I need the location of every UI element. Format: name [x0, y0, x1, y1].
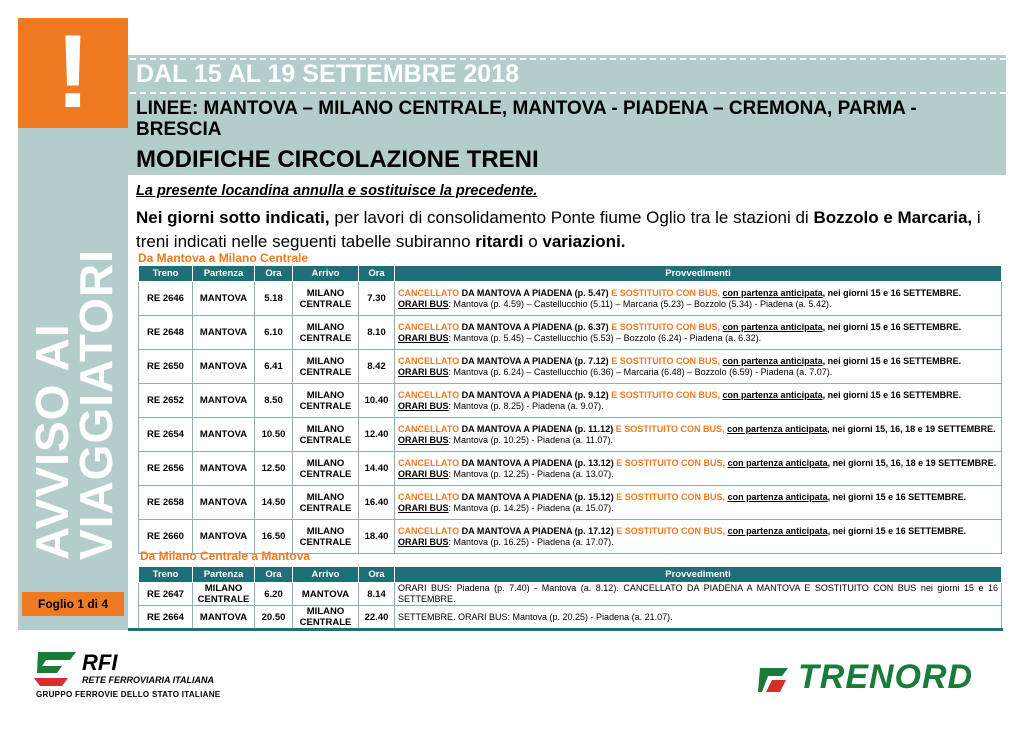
- vertical-title-line-1: AVVISO AI: [26, 323, 78, 560]
- cell-provvedimenti: [395, 384, 1002, 418]
- cell-ora-arrivo: 14.40: [359, 452, 395, 486]
- table-row: [139, 282, 1002, 316]
- vertical-title: [26, 140, 122, 560]
- cell-partenza: MANTOVA: [193, 350, 255, 384]
- anticipated-label: con partenza anticipata: [727, 423, 828, 434]
- col-ora: Ora: [255, 567, 293, 583]
- cell-treno: RE 2652: [139, 384, 193, 418]
- cell-ora: 16.50: [255, 520, 293, 554]
- cell-ora: 12.50: [255, 452, 293, 486]
- cell-treno: RE 2656: [139, 452, 193, 486]
- cell-treno: RE 2654: [139, 418, 193, 452]
- rfi-group: GRUPPO FERROVIE DELLO STATO ITALIANE: [36, 690, 221, 699]
- intro-bold-2: Bozzolo e Marcaria,: [813, 208, 973, 227]
- col-arrivo: Arrivo: [293, 266, 359, 282]
- cancel-label: CANCELLATO: [398, 287, 460, 298]
- col-treno: Treno: [139, 567, 193, 583]
- bus-label: ORARI BUS: [398, 332, 449, 343]
- cell-ora-arrivo: 7.30: [359, 282, 395, 316]
- col-partenza: Partenza: [193, 567, 255, 583]
- cell-partenza: MILANO CENTRALE: [193, 583, 255, 606]
- table-row: [139, 583, 1002, 606]
- days-detail: , nei giorni 15 e 16 SETTEMBRE.: [822, 355, 962, 366]
- notice-text: La presente locandina annulla e sostituisce la precedente.: [136, 183, 538, 199]
- header-divider-bottom: [130, 176, 1006, 178]
- table-row: [139, 418, 1002, 452]
- days-detail: , nei giorni 15 e 16 SETTEMBRE.: [822, 287, 962, 298]
- lines-heading: LINEE: MANTOVA – MILANO CENTRALE, MANTOVA - PIADENA – CREMONA, PARMA - BRESCIA: [136, 98, 917, 140]
- section-title-milano-mantova: Da Milano Centrale a Mantova: [140, 549, 311, 563]
- cell-ora: 5.18: [255, 282, 293, 316]
- cell-arrivo: MILANO CENTRALE: [293, 606, 359, 629]
- cancel-label: CANCELLATO: [398, 389, 460, 400]
- table-mantova-milano: [138, 265, 1002, 554]
- cell-treno: RE 2646: [139, 282, 193, 316]
- anticipated-label: con partenza anticipata: [722, 389, 823, 400]
- bus-label: ORARI BUS: [398, 366, 449, 377]
- anticipated-label: con partenza anticipata: [727, 457, 828, 468]
- col-provvedimenti: Provvedimenti: [395, 567, 1002, 583]
- intro-bold-3: ritardi: [475, 232, 524, 251]
- vertical-title-line-2: VIAGGIATORI: [70, 249, 122, 560]
- col-ora-arrivo: Ora: [359, 567, 395, 583]
- days-detail: , nei giorni 15 e 16 SETTEMBRE.: [827, 491, 967, 502]
- cell-partenza: MANTOVA: [193, 486, 255, 520]
- substitute-label: E SOSTITUITO CON BUS,: [616, 491, 726, 502]
- cell-arrivo: MILANO CENTRALE: [293, 316, 359, 350]
- cell-ora: 8.50: [255, 384, 293, 418]
- cell-ora-arrivo: 8.14: [359, 583, 395, 606]
- anticipated-label: con partenza anticipata: [722, 287, 823, 298]
- cell-provvedimenti: [395, 316, 1002, 350]
- cancel-detail: DA MANTOVA A PIADENA (p. 9.12): [459, 389, 612, 400]
- rfi-subtitle: RETE FERROVIARIA ITALIANA: [82, 675, 214, 685]
- cell-provvedimenti: SETTEMBRE. ORARI BUS: Mantova (p. 20.25) - Piadena (a. 21.07).: [395, 606, 1002, 629]
- cell-provvedimenti: [395, 350, 1002, 384]
- cell-partenza: MANTOVA: [193, 418, 255, 452]
- warning-box: [18, 14, 128, 130]
- cell-arrivo: MANTOVA: [293, 583, 359, 606]
- intro-bold-4: variazioni.: [542, 232, 626, 251]
- substitute-label: E SOSTITUITO CON BUS,: [611, 389, 721, 400]
- substitute-label: E SOSTITUITO CON BUS,: [616, 457, 726, 468]
- cancel-detail: DA MANTOVA A PIADENA (p. 17.12): [459, 525, 617, 536]
- page-title: MODIFICHE CIRCOLAZIONE TRENI: [136, 146, 539, 173]
- col-partenza: Partenza: [193, 266, 255, 282]
- cancel-label: CANCELLATO: [398, 525, 460, 536]
- substitute-label: E SOSTITUITO CON BUS,: [616, 525, 726, 536]
- date-range: DAL 15 AL 19 SETTEMBRE 2018: [136, 60, 520, 88]
- anticipated-label: con partenza anticipata: [722, 321, 823, 332]
- table-header-row: [139, 266, 1002, 282]
- substitute-label: E SOSTITUITO CON BUS,: [611, 287, 721, 298]
- cell-partenza: MANTOVA: [193, 606, 255, 629]
- cancel-label: CANCELLATO: [398, 321, 460, 332]
- bus-times: : Mantova (p. 8.25) - Piadena (a. 9.07).: [448, 400, 604, 411]
- bus-times: : Mantova (p. 14.25) - Piadena (a. 15.07).: [448, 502, 614, 513]
- page-indicator: Foglio 1 di 4: [22, 592, 124, 616]
- substitute-label: E SOSTITUITO CON BUS,: [611, 321, 721, 332]
- days-detail: , nei giorni 15 e 16 SETTEMBRE.: [822, 321, 962, 332]
- section-title-mantova-milano: Da Mantova a Milano Centrale: [138, 251, 309, 265]
- cell-provvedimenti: [395, 282, 1002, 316]
- intro-text-1: per lavori di consolidamento Ponte fiume Oglio tra le stazioni di: [329, 208, 814, 227]
- cell-ora-arrivo: 16.40: [359, 486, 395, 520]
- col-arrivo: Arrivo: [293, 567, 359, 583]
- cell-ora-arrivo: 18.40: [359, 520, 395, 554]
- cell-treno: RE 2658: [139, 486, 193, 520]
- cell-ora: 20.50: [255, 606, 293, 629]
- cell-ora-arrivo: 8.42: [359, 350, 395, 384]
- substitute-label: E SOSTITUITO CON BUS,: [615, 423, 725, 434]
- cell-arrivo: MILANO CENTRALE: [293, 418, 359, 452]
- cell-ora-arrivo: 8.10: [359, 316, 395, 350]
- table-row: [139, 452, 1002, 486]
- table-row: [139, 384, 1002, 418]
- anticipated-label: con partenza anticipata: [727, 491, 828, 502]
- substitute-label: E SOSTITUITO CON BUS,: [611, 355, 721, 366]
- anticipated-label: con partenza anticipata: [722, 355, 823, 366]
- cell-arrivo: MILANO CENTRALE: [293, 350, 359, 384]
- cell-arrivo: MILANO CENTRALE: [293, 384, 359, 418]
- table-row: [139, 486, 1002, 520]
- cell-partenza: MANTOVA: [193, 316, 255, 350]
- cancel-label: CANCELLATO: [398, 355, 460, 366]
- intro-paragraph: [136, 206, 1006, 254]
- cancel-detail: DA MANTOVA A PIADENA (p. 11.12): [459, 423, 616, 434]
- cell-ora: 6.10: [255, 316, 293, 350]
- cancel-label: CANCELLATO: [398, 423, 460, 434]
- cell-arrivo: MILANO CENTRALE: [293, 282, 359, 316]
- cell-provvedimenti: [395, 418, 1002, 452]
- cell-treno: RE 2650: [139, 350, 193, 384]
- cancel-detail: DA MANTOVA A PIADENA (p. 13.12): [459, 457, 617, 468]
- cell-treno: RE 2647: [139, 583, 193, 606]
- exclamation-icon: !: [55, 14, 91, 130]
- table-row: [139, 350, 1002, 384]
- bus-label: ORARI BUS: [398, 536, 449, 547]
- col-provvedimenti: Provvedimenti: [395, 266, 1002, 282]
- days-detail: , nei giorni 15, 16, 18 e 19 SETTEMBRE.: [827, 423, 996, 434]
- intro-text-3: o: [523, 232, 543, 251]
- bus-times: : Mantova (p. 16.25) - Piadena (a. 17.07).: [448, 536, 614, 547]
- cell-treno: RE 2660: [139, 520, 193, 554]
- cancel-label: CANCELLATO: [398, 491, 460, 502]
- cell-arrivo: MILANO CENTRALE: [293, 486, 359, 520]
- cell-partenza: MANTOVA: [193, 384, 255, 418]
- cell-ora: 6.41: [255, 350, 293, 384]
- intro-text-2: i treni indicati nelle seguenti tabelle subiranno: [136, 208, 981, 251]
- cell-ora: 6.20: [255, 583, 293, 606]
- table-milano-mantova: [138, 566, 1002, 629]
- cell-provvedimenti: ORARI BUS: Piadena (p. 7.40) - Mantova (a. 8.12). CANCELLATO DA PIADENA A MANTOVA E SOSTITUITO CON BUS nei giorni 15 e 16 SETTEMBRE.: [395, 583, 1002, 606]
- bus-label: ORARI BUS: [398, 434, 449, 445]
- header-divider-mid: [130, 92, 1006, 94]
- cancel-label: CANCELLATO: [398, 457, 460, 468]
- cell-ora-arrivo: 12.40: [359, 418, 395, 452]
- cancel-detail: DA MANTOVA A PIADENA (p. 7.12): [459, 355, 612, 366]
- anticipated-label: con partenza anticipata: [727, 525, 828, 536]
- bus-times: : Mantova (p. 12.25) - Piadena (a. 13.07).: [448, 468, 614, 479]
- bus-times: : Mantova (p. 6.24) – Castellucchio (6.36) – Marcaria (6.48) – Bozzolo (6.59) - Piadena (a. 7.07).: [448, 366, 833, 377]
- table-bottom-rule: [128, 628, 1003, 631]
- cell-ora-arrivo: 10.40: [359, 384, 395, 418]
- cell-treno: RE 2664: [139, 606, 193, 629]
- cell-arrivo: MILANO CENTRALE: [293, 520, 359, 554]
- days-detail: , nei giorni 15 e 16 SETTEMBRE.: [827, 525, 967, 536]
- col-ora: Ora: [255, 266, 293, 282]
- days-detail: , nei giorni 15, 16, 18 e 19 SETTEMBRE.: [827, 457, 997, 468]
- cell-provvedimenti: [395, 452, 1002, 486]
- cell-provvedimenti: [395, 486, 1002, 520]
- cell-arrivo: MILANO CENTRALE: [293, 452, 359, 486]
- bus-times: : Mantova (p. 5.45) – Castellucchio (5.53) – Bozzolo (6.24) - Piadena (a. 6.32).: [448, 332, 762, 343]
- table-row: [139, 316, 1002, 350]
- cell-partenza: MANTOVA: [193, 282, 255, 316]
- intro-bold-1: Nei giorni sotto indicati,: [136, 208, 330, 227]
- bus-label: ORARI BUS: [398, 298, 449, 309]
- cell-partenza: MANTOVA: [193, 452, 255, 486]
- cell-partenza: MANTOVA: [193, 520, 255, 554]
- cell-ora: 10.50: [255, 418, 293, 452]
- cell-treno: RE 2648: [139, 316, 193, 350]
- table-header-row: [139, 567, 1002, 583]
- bus-label: ORARI BUS: [398, 502, 449, 513]
- cancel-detail: DA MANTOVA A PIADENA (p. 5.47): [459, 287, 612, 298]
- bus-label: ORARI BUS: [398, 468, 449, 479]
- bus-times: : Mantova (p. 4.59) – Castellucchio (5.11) – Marcaria (5.23) – Bozzolo (5.34) - Piadena (a. 5.42).: [448, 298, 832, 309]
- cancel-detail: DA MANTOVA A PIADENA (p. 6.37): [459, 321, 612, 332]
- days-detail: , nei giorni 15 e 16 SETTEMBRE.: [822, 389, 962, 400]
- bus-times: : Mantova (p. 10.25) - Piadena (a. 11.07).: [448, 434, 613, 445]
- table-row: [139, 606, 1002, 629]
- trenord-wordmark: TRENORD: [798, 658, 974, 696]
- rfi-wordmark: RFI: [82, 650, 118, 675]
- col-treno: Treno: [139, 266, 193, 282]
- cancel-detail: DA MANTOVA A PIADENA (p. 15.12): [459, 491, 617, 502]
- bus-label: ORARI BUS: [398, 400, 449, 411]
- cell-provvedimenti: [395, 520, 1002, 554]
- cell-ora-arrivo: 22.40: [359, 606, 395, 629]
- col-ora-arrivo: Ora: [359, 266, 395, 282]
- cell-ora: 14.50: [255, 486, 293, 520]
